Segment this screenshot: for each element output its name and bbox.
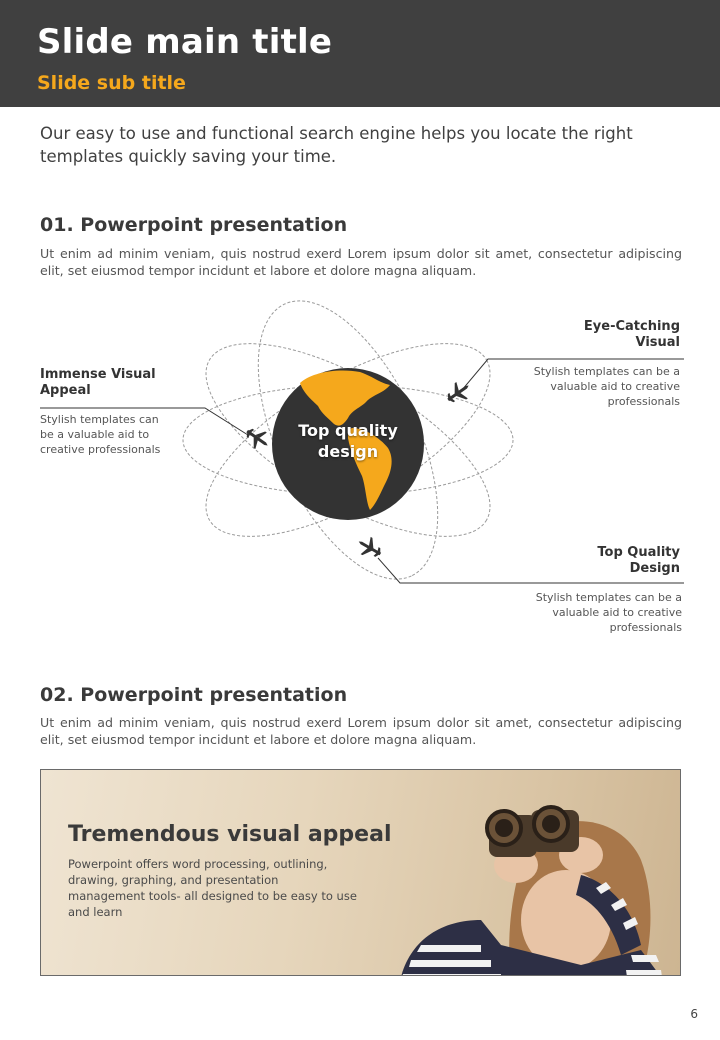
section-2-body: Ut enim ad minim veniam, quis nostrud exerd Lorem ipsum dolor sit amet, consectetur adipiscing elit, set eiusmod tempor incidunt et labore et dolore magna aliquam. [40,715,682,747]
slide-main-title: Slide main title [37,22,333,62]
page-number: 6 [690,1007,698,1021]
callout-3-body: Stylish templates can be a valuable aid to creative professionals [535,591,682,634]
callout-1-title: Immense Visual Appeal [40,367,156,398]
globe-diagram [0,290,720,634]
callout-1-body: Stylish templates can be a valuable aid to creative professionals [40,413,161,456]
slide-sub-title: Slide sub title [37,72,186,94]
section-1-body: Ut enim ad minim veniam, quis nostrud exerd Lorem ipsum dolor sit amet, consectetur adipiscing elit, set eiusmod tempor incidunt et labore et dolore magna aliquam. [40,246,682,278]
intro-text: Our easy to use and functional search engine helps you locate the right templates quickly saving your time. [40,124,633,166]
section-1-title: 01. Powerpoint presentation [40,214,348,236]
callout-2-title: Eye-Catching Visual [583,319,680,350]
banner-body: Powerpoint offers word processing, outlining, drawing, graphing, and presentation management tools- all designed to be easy to use and learn [68,857,357,919]
globe-center-label: Top quality design [298,421,398,461]
callout-2-body: Stylish templates can be a valuable aid to creative professionals [533,365,680,408]
child-with-binoculars-image [341,770,681,976]
header-bar [0,0,720,107]
section-2-title: 02. Powerpoint presentation [40,684,348,706]
callout-3-title: Top Quality Design [597,545,680,576]
binoculars-icon [487,807,579,857]
airplane-icon [442,377,474,408]
banner-title: Tremendous visual appeal [68,822,392,847]
banner [40,769,681,976]
airplane-icon [354,533,386,563]
